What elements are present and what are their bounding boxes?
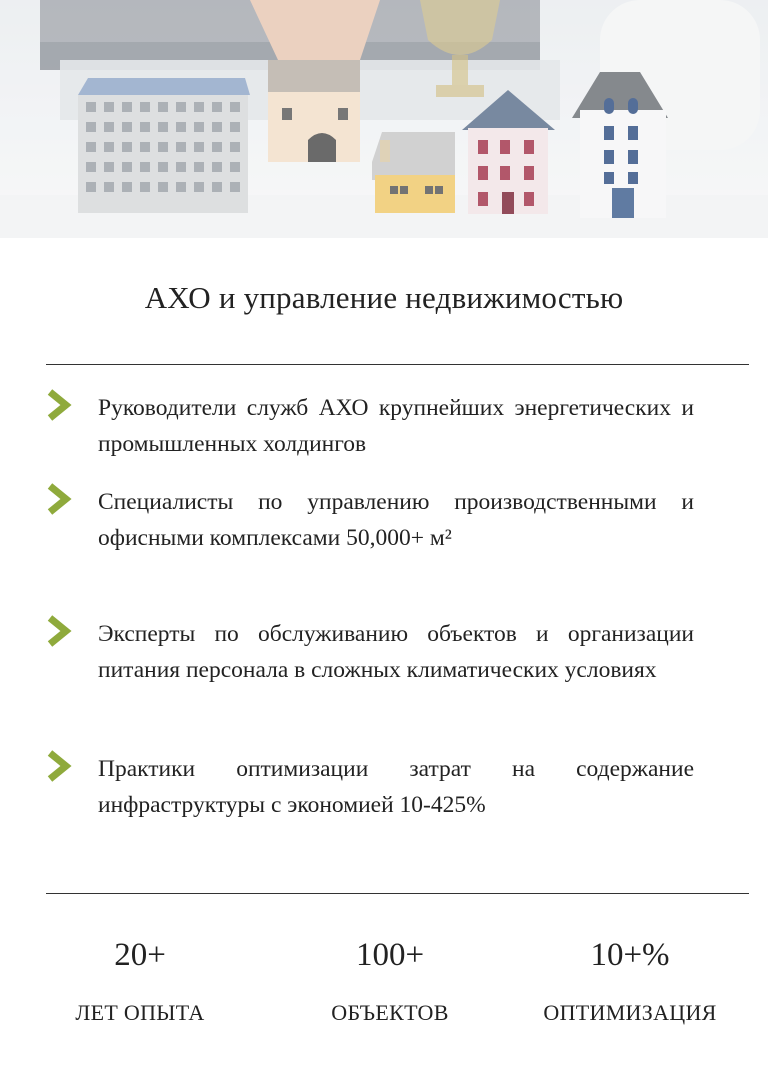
stat-value: 20+ xyxy=(114,937,166,973)
miniature-houses-illustration xyxy=(0,0,768,238)
chevron-right-icon xyxy=(46,482,72,516)
stat-experience xyxy=(40,930,240,1026)
divider-top xyxy=(46,364,749,365)
stat-objects xyxy=(290,930,490,1026)
divider-bottom xyxy=(46,893,749,894)
page-title: АХО и управление недвижимостью xyxy=(144,280,624,315)
list-item-text: Практики оптимизации затрат на содержание инфраструктуры с экономией 10-425% xyxy=(98,756,694,818)
stat-label: ОБЪЕКТОВ xyxy=(331,1000,449,1025)
stat-optimization xyxy=(520,930,740,1026)
chevron-right-icon xyxy=(46,388,72,422)
stat-label: ЛЕТ ОПЫТА xyxy=(75,1000,205,1025)
list-item-text: Руководители служб АХО крупнейших энергетических и промышленных холдингов xyxy=(98,395,694,457)
stat-value: 100+ xyxy=(355,937,425,973)
stat-label: ОПТИМИЗАЦИЯ xyxy=(543,1000,717,1025)
list-item-text: Специалисты по управлению производственными и офисными комплексами 50,000+ м² xyxy=(98,489,694,551)
list-item-text: Эксперты по обслуживанию объектов и организации питания персонала в сложных климатических условиях xyxy=(98,621,694,683)
hero-image xyxy=(0,0,768,238)
stat-value: 10+% xyxy=(590,937,670,973)
chevron-right-icon xyxy=(46,614,72,648)
chevron-right-icon xyxy=(46,749,72,783)
